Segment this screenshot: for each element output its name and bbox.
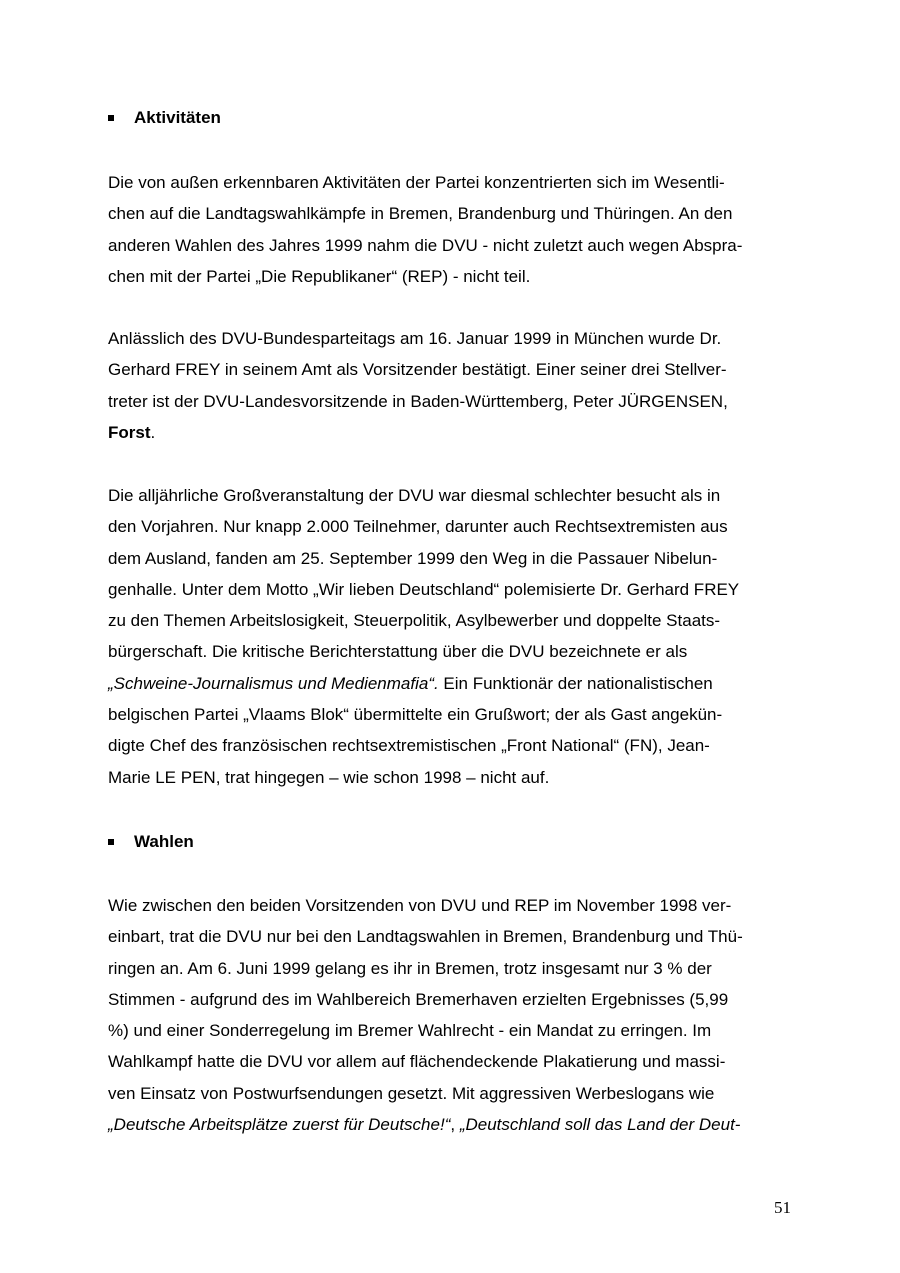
- paragraph-annual-event: [108, 480, 798, 793]
- paragraph-elections: [108, 890, 798, 1140]
- square-bullet-icon: [108, 115, 114, 121]
- text-line: Stimmen - aufgrund des im Wahlbereich Bremerhaven erzielten Ergebnisses (5,99: [108, 989, 729, 1009]
- text-line: [108, 668, 798, 699]
- heading-text: Aktivitäten: [134, 108, 221, 127]
- text-tail: Ein Funktionär der nationalistischen: [438, 673, 713, 693]
- text-line: [108, 1109, 798, 1140]
- section-heading-wahlen: [108, 832, 194, 852]
- text-line: anderen Wahlen des Jahres 1999 nahm die DVU - nicht zuletzt auch wegen Abspra-: [108, 235, 743, 255]
- bold-place-name: Forst: [108, 422, 151, 442]
- text-line: %) und einer Sonderregelung im Bremer Wahlrecht - ein Mandat zu erringen. Im: [108, 1021, 712, 1041]
- page-number: 51: [774, 1198, 791, 1217]
- paragraph-activities: [108, 167, 798, 292]
- text-line: belgischen Partei „Vlaams Blok“ übermittelte ein Grußwort; der als Gast angekün-: [108, 705, 723, 725]
- section-heading-aktivitaeten: [108, 108, 221, 128]
- text-line: Gerhard FREY in seinem Amt als Vorsitzender bestätigt. Einer seiner drei Stellver-: [108, 360, 727, 380]
- text-line: bürgerschaft. Die kritische Berichterstattung über die DVU bezeichnete er als: [108, 642, 688, 662]
- square-bullet-icon: [108, 839, 114, 845]
- italic-slogan: „Deutschland soll das Land der Deut-: [459, 1115, 741, 1135]
- text-line: chen mit der Partei „Die Republikaner“ (REP) - nicht teil.: [108, 266, 531, 286]
- text-line: ringen an. Am 6. Juni 1999 gelang es ihr in Bremen, trotz insgesamt nur 3 % der: [108, 958, 712, 978]
- text-tail: .: [150, 422, 156, 442]
- text-line: Wie zwischen den beiden Vorsitzenden von DVU und REP im November 1998 ver-: [108, 896, 732, 915]
- text-line: einbart, trat die DVU nur bei den Landtagswahlen in Bremen, Brandenburg und Thü-: [108, 927, 743, 947]
- text-line: Marie LE PEN, trat hingegen – wie schon 1998 – nicht auf.: [108, 767, 550, 787]
- text-line: treter ist der DVU-Landesvorsitzende in Baden-Württemberg, Peter JÜRGENSEN,: [108, 391, 728, 411]
- italic-slogan: „Deutsche Arbeitsplätze zuerst für Deutsche!“: [108, 1115, 451, 1135]
- heading-text: Wahlen: [134, 832, 194, 851]
- text-line: Die von außen erkennbaren Aktivitäten der Partei konzentrierten sich im Wesentli-: [108, 173, 725, 192]
- text-line: zu den Themen Arbeitslosigkeit, Steuerpolitik, Asylbewerber und doppelte Staats-: [108, 611, 721, 631]
- text-line: digte Chef des französischen rechtsextremistischen „Front National“ (FN), Jean-: [108, 736, 710, 756]
- italic-quote: „Schweine-Journalismus und Medienmafia“.: [108, 673, 439, 693]
- text-line: Die alljährliche Großveranstaltung der DVU war diesmal schlechter besucht als in: [108, 486, 721, 505]
- text-line: [108, 417, 798, 448]
- text-line: den Vorjahren. Nur knapp 2.000 Teilnehmer, darunter auch Rechtsextremisten aus: [108, 517, 728, 537]
- text-line: genhalle. Unter dem Motto „Wir lieben Deutschland“ polemisierte Dr. Gerhard FREY: [108, 579, 740, 599]
- text-line: ven Einsatz von Postwurfsendungen gesetzt. Mit aggressiven Werbeslogans wie: [108, 1083, 715, 1103]
- paragraph-party-congress: [108, 323, 798, 448]
- text-line: chen auf die Landtagswahlkämpfe in Bremen, Brandenburg und Thüringen. An den: [108, 204, 733, 224]
- text-line: dem Ausland, fanden am 25. September 1999 den Weg in die Passauer Nibelun-: [108, 548, 718, 568]
- text-line: Wahlkampf hatte die DVU vor allem auf flächendeckende Plakatierung und massi-: [108, 1052, 726, 1072]
- text-separator: ,: [450, 1115, 460, 1135]
- text-line: Anlässlich des DVU-Bundesparteitags am 16. Januar 1999 in München wurde Dr.: [108, 329, 722, 348]
